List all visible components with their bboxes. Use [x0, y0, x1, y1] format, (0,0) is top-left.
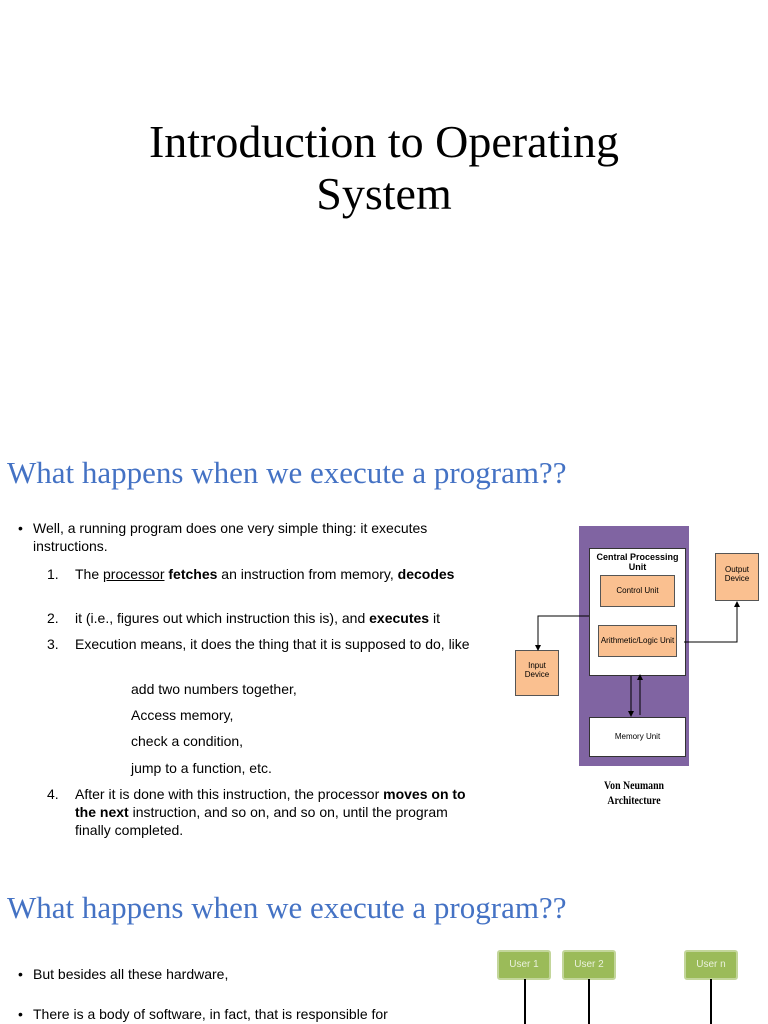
numbered-item-1 [47, 565, 487, 583]
slide-heading: What happens when we execute a program?? [7, 455, 567, 490]
item-number: 4. [47, 786, 59, 802]
processor-term: processor [103, 566, 165, 582]
bullet-text: Well, a running program does one very simple thing: it executes instructions. [33, 520, 428, 554]
item-text-mid: an instruction from memory, [217, 566, 398, 582]
user-connector-line [588, 979, 590, 1024]
bullet-item [18, 965, 488, 983]
slide-software [0, 840, 768, 1024]
diagram-arrows [510, 520, 768, 800]
item-text [47, 785, 487, 839]
item-text-post: it [429, 610, 440, 626]
arrow-to-output [684, 604, 737, 642]
example-line: Access memory, [131, 707, 234, 723]
presentation-title [0, 116, 768, 220]
item-text-pre: After it is done with this instruction, the processor [75, 786, 384, 802]
user-box-2: User 2 [562, 950, 616, 980]
numbered-item-3 [47, 635, 487, 653]
arrow-to-input [538, 616, 589, 648]
von-neumann-diagram [510, 520, 768, 807]
bullet-item [18, 1005, 488, 1023]
slide-heading: What happens when we execute a program?? [7, 890, 567, 925]
bullet-text: But besides all these hardware, [33, 966, 229, 982]
executes-term: executes [369, 610, 430, 626]
item-number: 1. [47, 566, 59, 582]
item-text-pre: it (i.e., figures out which instruction this is), and [75, 610, 370, 626]
output-device-line-2: Device [724, 574, 750, 583]
bullet-text: There is a body of software, in fact, that is responsible for [33, 1006, 388, 1022]
user-box-n: User n [684, 950, 738, 980]
diagram-caption: Von Neumann Architecture [603, 778, 665, 807]
user-connector-line [710, 979, 712, 1024]
item-number: 2. [47, 610, 59, 626]
item-text [47, 565, 487, 583]
example-line: jump to a function, etc. [131, 760, 272, 776]
example-line: check a condition, [131, 733, 244, 749]
item-text-post: instruction, and so on, and so on, until the program finally completed. [75, 804, 448, 838]
numbered-item-2 [47, 609, 487, 627]
moves-on-term: moves on to the next [75, 786, 466, 820]
bullet-dot: • [18, 520, 23, 536]
item-text-pre: The [75, 566, 104, 582]
item-text: Execution means, it does the thing that it is supposed to do, like [75, 636, 470, 652]
bullet-dot: • [18, 966, 23, 982]
memory-unit-box: Memory Unit [589, 717, 686, 757]
item-number: 3. [47, 636, 59, 652]
cpu-title: Central Processing Unit [596, 552, 679, 572]
item-text [47, 609, 487, 627]
slide-title [0, 0, 768, 400]
user-box-1: User 1 [497, 950, 551, 980]
slide-program-execution [0, 400, 768, 840]
user-connector-line [524, 979, 526, 1024]
numbered-item-4 [47, 785, 487, 839]
title-line-2: System [316, 168, 452, 219]
output-device-line-1: Output [724, 565, 749, 574]
alu-box: Arithmetic/Logic Unit [598, 625, 677, 657]
example-line: add two numbers together, [131, 681, 297, 697]
input-device-line-1: Input [528, 661, 546, 670]
control-unit-box: Control Unit [600, 575, 675, 607]
decodes-term: decodes [397, 566, 455, 582]
bullet-dot: • [18, 1006, 23, 1022]
input-device-line-2: Device [524, 670, 550, 679]
bullet-item [18, 519, 488, 555]
fetches-term: fetches [168, 566, 218, 582]
title-line-1: Introduction to Operating [148, 116, 620, 167]
